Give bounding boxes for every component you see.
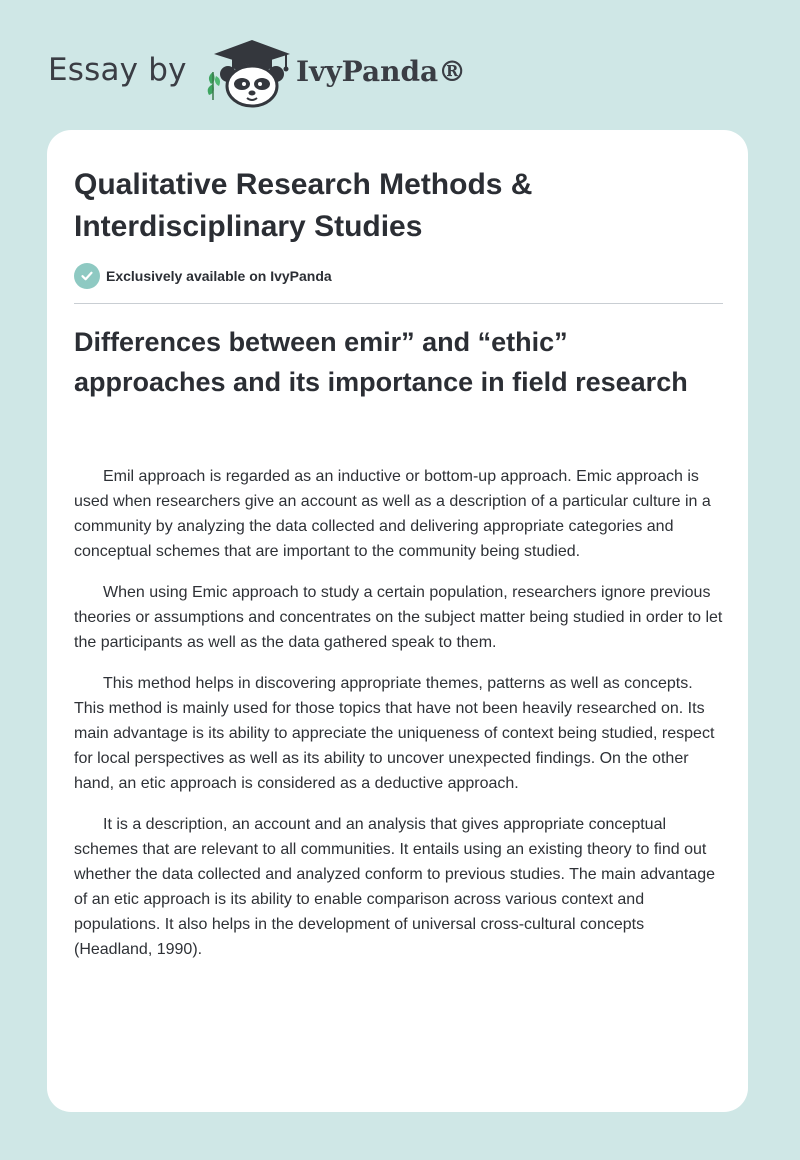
brand-name[interactable]: IvyPanda® bbox=[296, 55, 467, 88]
check-circle-icon bbox=[74, 263, 100, 289]
essay-body bbox=[74, 464, 723, 978]
site-header bbox=[0, 0, 800, 128]
paragraph: Emil approach is regarded as an inductive or bottom-up approach. Emic approach is used when researchers give an account as well as a description of a particular culture in a community by analyzing the data collected and delivering appropriate categories and conceptual schemes that are important to the community being studied. bbox=[74, 468, 711, 560]
panda-graduate-icon[interactable] bbox=[202, 34, 292, 108]
section-heading: Differences between emir” and “ethic” approaches and its importance in field research bbox=[74, 327, 688, 397]
page-title: Qualitative Research Methods & Interdisciplinary Studies bbox=[74, 168, 533, 243]
paragraph: It is a description, an account and an analysis that gives appropriate conceptual schemes that are relevant to all communities. It entails using an existing theory to find out whether the data collected and analyzed conform to previous studies. The main advantage of an etic approach is its ability to enable comparison across various context and populations. It also helps in the development of universal cross-cultural concepts (Headland, 1990). bbox=[74, 816, 715, 958]
badge-label: Exclusively available on IvyPanda bbox=[106, 268, 332, 284]
paragraph: This method helps in discovering appropriate themes, patterns as well as concepts. This method is mainly used for those topics that have not been heavily researched on. Its main advantage is its ability to appreciate the uniqueness of context being studied, respect for local perspectives as well as its ability to uncover unexpected findings. On the other hand, an etic approach is considered as a deductive approach. bbox=[74, 675, 715, 792]
essay-card bbox=[47, 130, 748, 1112]
ivy-leaf-icon bbox=[208, 72, 220, 100]
brand-prefix: Essay by bbox=[48, 52, 187, 88]
divider bbox=[74, 303, 723, 304]
paragraph: When using Emic approach to study a certain population, researchers ignore previous theories or assumptions and concentrates on the subject matter being studied in order to let the participants as well as the data gathered speak to them. bbox=[74, 584, 723, 651]
exclusive-badge bbox=[74, 263, 332, 289]
